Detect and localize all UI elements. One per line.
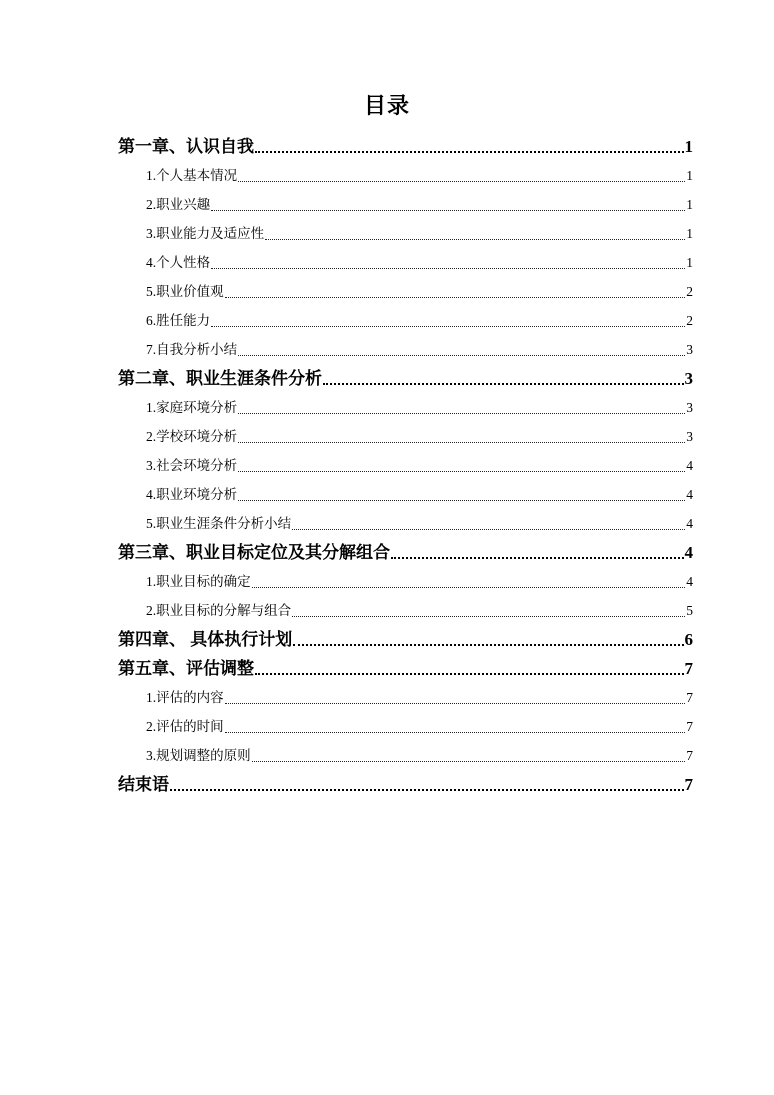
toc-entry-label: 第一章、认识自我 (118, 137, 254, 156)
toc-dot-leader (170, 788, 684, 791)
toc-page-number: 2 (686, 313, 693, 328)
toc-dot-leader (225, 731, 686, 733)
toc-chapter-entry[interactable] (118, 652, 693, 681)
toc-page-number: 1 (686, 226, 693, 241)
toc-entry-label: 第二章、职业生涯条件分析 (118, 369, 322, 388)
toc-entry-label: 1.家庭环境分析 (146, 400, 238, 415)
toc-section-entry[interactable] (118, 246, 693, 275)
toc-dot-leader (252, 760, 686, 762)
toc-page-number: 3 (686, 342, 693, 357)
toc-entry-label: 2.职业目标的分解与组合 (146, 603, 292, 618)
toc-dot-leader (252, 586, 686, 588)
toc-entry-label: 第四章、 具体执行计划 (118, 630, 293, 649)
toc-page-number: 1 (686, 168, 693, 183)
toc-page-number: 7 (686, 748, 693, 763)
toc-dot-leader (211, 209, 685, 211)
toc-title: 目录 (363, 93, 410, 118)
toc-page-number: 7 (686, 719, 693, 734)
toc-page-number: 3 (686, 400, 693, 415)
toc-section-entry[interactable] (118, 188, 693, 217)
toc-dot-leader (238, 441, 685, 443)
toc-entry-label: 5.职业价值观 (146, 284, 224, 299)
toc-section-entry[interactable] (118, 739, 693, 768)
toc-dot-leader (391, 556, 684, 559)
toc-dot-leader (211, 267, 685, 269)
toc-entry-label: 第三章、职业目标定位及其分解组合 (118, 543, 390, 562)
toc-section-entry[interactable] (118, 304, 693, 333)
toc-dot-leader (225, 702, 686, 704)
toc-page-number: 4 (686, 458, 693, 473)
toc-dot-leader (225, 296, 686, 298)
toc-chapter-entry[interactable] (118, 768, 693, 797)
toc-page-number: 2 (686, 284, 693, 299)
toc-entry-label: 2.职业兴趣 (146, 197, 211, 212)
toc-dot-leader (238, 470, 685, 472)
toc-entry-label: 2.学校环境分析 (146, 429, 238, 444)
toc-entry-label: 1.个人基本情况 (146, 168, 238, 183)
toc-entry-label: 结束语 (118, 775, 169, 794)
toc-section-entry[interactable] (118, 681, 693, 710)
toc-entry-label: 3.职业能力及适应性 (146, 226, 265, 241)
table-of-contents (118, 130, 693, 797)
toc-page-number: 6 (684, 630, 693, 649)
toc-section-entry[interactable] (118, 391, 693, 420)
toc-section-entry[interactable] (118, 275, 693, 304)
toc-entry-label: 2.评估的时间 (146, 719, 224, 734)
toc-page-number: 4 (684, 543, 693, 562)
toc-page-number: 4 (686, 487, 693, 502)
toc-page-number: 3 (684, 369, 693, 388)
toc-entry-label: 4.个人性格 (146, 255, 211, 270)
toc-dot-leader (238, 180, 685, 182)
toc-entry-label: 1.职业目标的确定 (146, 574, 251, 589)
toc-page-number: 3 (686, 429, 693, 444)
toc-entry-label: 1.评估的内容 (146, 690, 224, 705)
toc-dot-leader (293, 643, 683, 646)
toc-section-entry[interactable] (118, 420, 693, 449)
toc-chapter-entry[interactable] (118, 362, 693, 391)
toc-page-number: 1 (684, 137, 693, 156)
toc-entry-label: 5.职业生涯条件分析小结 (146, 516, 292, 531)
toc-dot-leader (255, 150, 684, 153)
toc-dot-leader (265, 238, 685, 240)
toc-page-number: 1 (686, 197, 693, 212)
toc-section-entry[interactable] (118, 565, 693, 594)
toc-chapter-entry[interactable] (118, 536, 693, 565)
toc-section-entry[interactable] (118, 159, 693, 188)
toc-entry-label: 4.职业环境分析 (146, 487, 238, 502)
toc-chapter-entry[interactable] (118, 623, 693, 652)
toc-dot-leader (255, 672, 684, 675)
toc-dot-leader (292, 528, 685, 530)
toc-page-number: 4 (686, 516, 693, 531)
toc-entry-label: 7.自我分析小结 (146, 342, 238, 357)
toc-page-number: 1 (686, 255, 693, 270)
toc-entry-label: 3.规划调整的原则 (146, 748, 251, 763)
toc-entry-label: 3.社会环境分析 (146, 458, 238, 473)
toc-dot-leader (238, 499, 685, 501)
toc-entry-label: 第五章、评估调整 (118, 659, 254, 678)
toc-page-number: 4 (686, 574, 693, 589)
toc-page-number: 7 (684, 659, 693, 678)
toc-section-entry[interactable] (118, 710, 693, 739)
toc-chapter-entry[interactable] (118, 130, 693, 159)
toc-dot-leader (292, 615, 685, 617)
toc-dot-leader (238, 412, 685, 414)
toc-dot-leader (211, 325, 685, 327)
toc-section-entry[interactable] (118, 507, 693, 536)
toc-page-number: 7 (686, 690, 693, 705)
toc-section-entry[interactable] (118, 478, 693, 507)
toc-section-entry[interactable] (118, 449, 693, 478)
toc-section-entry[interactable] (118, 333, 693, 362)
toc-dot-leader (238, 354, 685, 356)
toc-page-number: 7 (684, 775, 693, 794)
toc-page-number: 5 (686, 603, 693, 618)
toc-section-entry[interactable] (118, 594, 693, 623)
toc-dot-leader (323, 382, 684, 385)
toc-entry-label: 6.胜任能力 (146, 313, 211, 328)
toc-section-entry[interactable] (118, 217, 693, 246)
